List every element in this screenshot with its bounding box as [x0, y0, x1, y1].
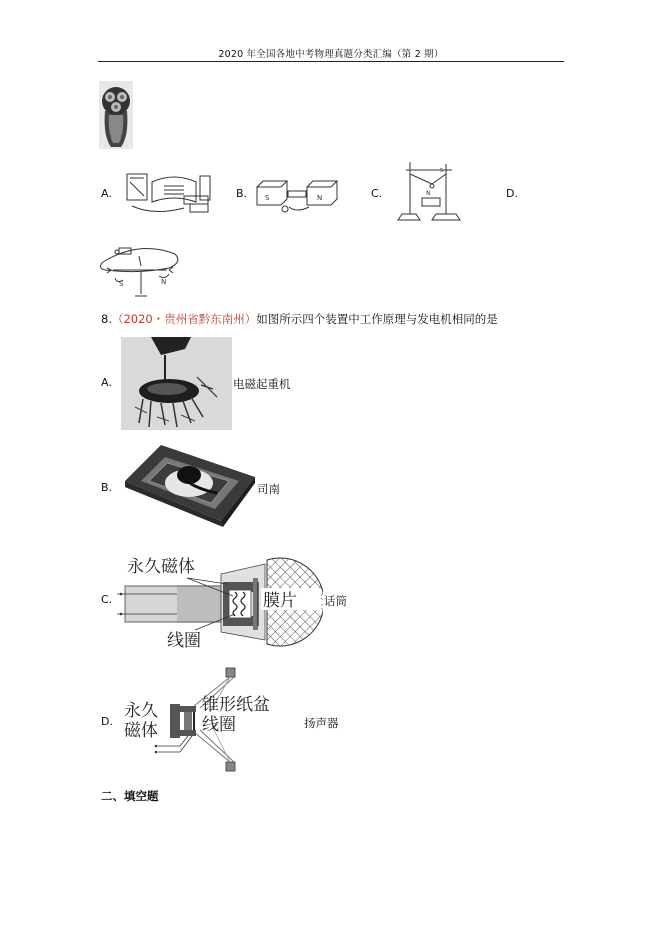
q8-option-b-letter: B. [101, 481, 113, 494]
electric-shaver-image [99, 81, 133, 153]
speaker-label-magnet-1: 永久 [124, 701, 158, 721]
mic-label-permanent-magnet: 永久磁体 [127, 557, 195, 577]
option-b-pole-n: N [317, 194, 323, 202]
option-b-label: B. [236, 187, 248, 200]
question-text: 如图所示四个装置中工作原理与发电机相同的是 [256, 312, 498, 326]
q8-option-a-letter: A. [101, 376, 112, 389]
section-title: 二、填空题 [101, 789, 159, 803]
q8-option-c-microphone-diagram [117, 552, 323, 654]
q8-option-c-caption: 话筒 [324, 594, 347, 608]
question-8-stem [101, 311, 498, 327]
speaker-label-magnet-2: 磁体 [124, 721, 158, 741]
option-a-figure [124, 168, 216, 222]
option-c-pole-n: N [426, 190, 431, 197]
q8-option-b-sinan-image [121, 441, 259, 533]
q8-option-a-crane-image [121, 337, 232, 434]
mic-label-diaphragm: 膜片 [263, 591, 297, 611]
option-d-figure [99, 240, 183, 304]
option-c-pole-s: S [440, 168, 444, 174]
q8-option-d-caption: 扬声器 [304, 716, 339, 730]
option-d-pole-n: N [161, 278, 167, 286]
speaker-label-coil: 线圈 [202, 715, 236, 735]
q8-option-c-letter: C. [101, 593, 113, 606]
header-rule [98, 61, 564, 62]
option-c-figure [396, 158, 462, 228]
q8-option-d-speaker-diagram [122, 666, 308, 780]
q8-option-b-caption: 司南 [257, 482, 280, 496]
page-header: 2020 年全国各地中考物理真题分类汇编（第 2 期） [218, 49, 444, 60]
option-c-label: C. [371, 187, 383, 200]
option-b-pole-s: S [265, 194, 270, 202]
q8-option-a-caption: 电磁起重机 [233, 377, 291, 391]
question-source: （2020・贵州省黔东南州） [111, 312, 257, 326]
option-a-label: A. [101, 187, 112, 200]
mic-label-coil: 线圈 [167, 631, 201, 650]
q8-option-d-letter: D. [101, 715, 113, 728]
speaker-label-cone: 锥形纸盆 [202, 695, 270, 715]
option-d-pole-s: S [119, 280, 124, 288]
option-b-figure [255, 173, 341, 219]
option-d-label: D. [506, 187, 518, 200]
question-number: 8. [101, 312, 112, 326]
